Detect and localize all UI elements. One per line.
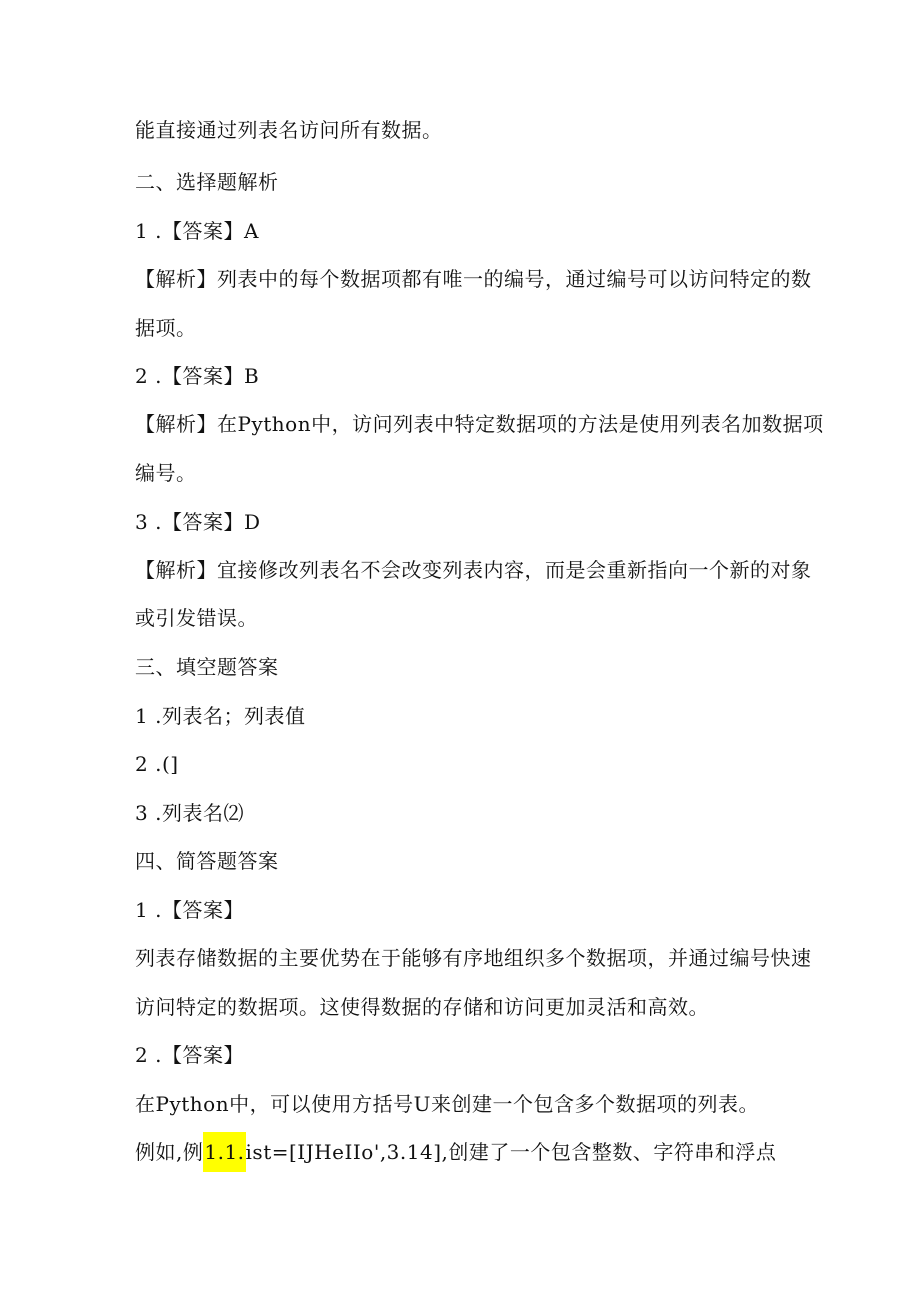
section-heading: 三、填空题答案 [135, 655, 279, 679]
example-line [135, 1138, 776, 1166]
text-line: 能直接通过列表名访问所有数据。 [135, 118, 443, 142]
answer-line: 3 .列表名⑵ [135, 801, 244, 825]
text-line: 或引发错误。 [135, 606, 258, 630]
section-heading: 四、简答题答案 [135, 849, 279, 873]
highlighted-text: 1.1. [203, 1132, 245, 1172]
text-line: 据项。 [135, 316, 197, 340]
answer-line: 1 .【答案】A [135, 219, 259, 243]
text-line: 访问特定的数据项。这使得数据的存储和访问更加灵活和高效。 [135, 995, 709, 1019]
answer-line: 1 .列表名；列表值 [135, 704, 306, 728]
answer-line: 3 .【答案】D [135, 510, 261, 534]
section-heading: 二、选择题解析 [135, 170, 279, 194]
text-line: 列表存储数据的主要优势在于能够有序地组织多个数据项，并通过编号快速 [135, 946, 812, 970]
text-line: 【解析】在Python中，访问列表中特定数据项的方法是使用列表名加数据项 [135, 412, 824, 436]
answer-line: 2 .【答案】 [135, 1043, 244, 1067]
answer-line: 2 .【答案】B [135, 364, 260, 388]
answer-line: 2 .(] [135, 752, 179, 776]
answer-line: 1 .【答案】 [135, 898, 244, 922]
text-line: 在Python中，可以使用方括号U来创建一个包含多个数据项的列表。 [135, 1092, 759, 1116]
text-line: 【解析】宜接修改列表名不会改变列表内容，而是会重新指向一个新的对象 [135, 558, 812, 582]
text-line: 【解析】列表中的每个数据项都有唯一的编号，通过编号可以访问特定的数 [135, 267, 812, 291]
example-prefix: 例如,例 [135, 1140, 204, 1164]
example-code: ist=[IJHeIIo',3.14],创建了一个包含整数、字符串和浮点 [245, 1140, 777, 1164]
text-line: 编号。 [135, 461, 197, 485]
